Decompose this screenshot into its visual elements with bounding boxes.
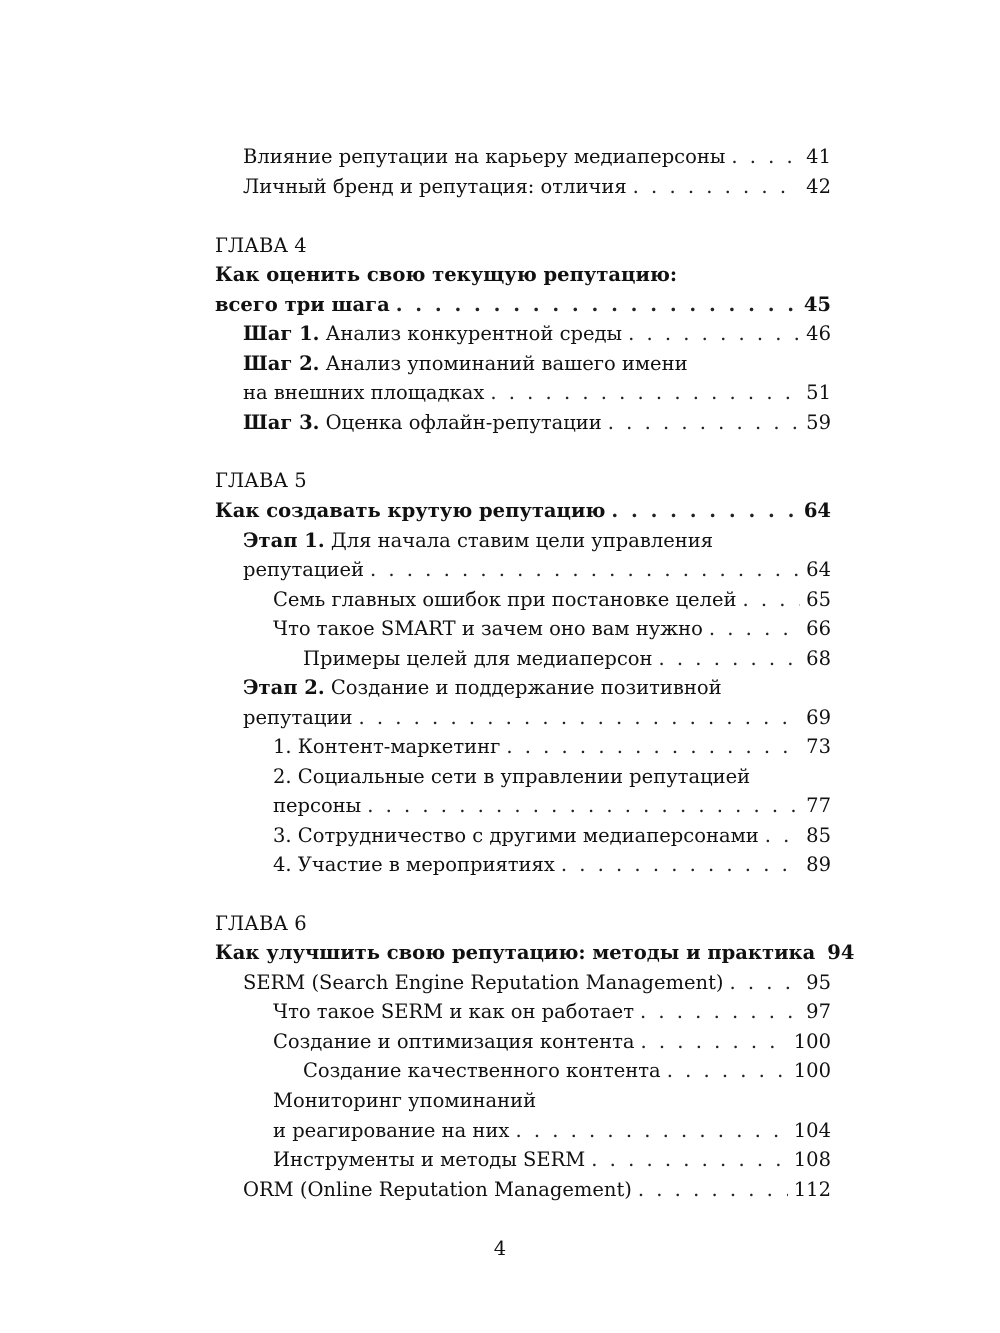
toc-entry-title	[273, 1145, 585, 1174]
leader-dots	[743, 585, 801, 614]
toc-entry	[243, 142, 831, 171]
toc-entry-text: 3. Сотрудничество с другими медиаперсонами	[273, 824, 759, 847]
toc-entry-title	[243, 408, 602, 437]
toc-entry-text: 4. Участие в мероприятиях	[273, 853, 555, 876]
toc-entry	[273, 1145, 831, 1174]
toc-entry-title	[215, 263, 677, 286]
leader-dots	[641, 1027, 788, 1056]
toc-entry	[273, 614, 831, 643]
toc-entry	[303, 1056, 831, 1085]
toc-entry-text: Анализ упоминаний вашего имени	[319, 352, 688, 375]
toc-entry-title	[273, 821, 759, 850]
toc-entry-text: Анализ конкурентной среды	[319, 322, 623, 345]
toc-entry-text: Как создавать крутую репутацию	[215, 499, 606, 522]
toc-entry	[243, 408, 831, 437]
leader-dots	[611, 496, 797, 525]
toc-entry-title	[273, 585, 737, 614]
leader-dots	[709, 614, 800, 643]
leader-dots	[515, 1116, 787, 1145]
toc-page-number: 100	[793, 1030, 831, 1053]
toc-page-number: 46	[806, 322, 831, 345]
toc-entry-text: 1. Контент-маркетинг	[273, 735, 501, 758]
toc-entry-title	[273, 614, 703, 643]
leader-dots	[659, 644, 801, 673]
leader-dots	[640, 997, 800, 1026]
toc-page-number: 73	[806, 735, 831, 758]
toc-entry-lead: Этап 1.	[243, 529, 325, 552]
toc-page-number: 66	[806, 617, 831, 640]
toc-line	[243, 349, 831, 378]
toc-entry-text: 2. Социальные сети в управлении репутацией	[273, 765, 751, 788]
toc-entry-title	[243, 142, 725, 171]
toc-entry-title	[243, 968, 724, 997]
leader-dots	[591, 1145, 787, 1174]
toc-line	[273, 1086, 831, 1115]
toc-entry	[243, 172, 831, 201]
toc-entry-text: всего три шага	[215, 293, 390, 316]
toc-entry	[215, 496, 831, 525]
toc-entry-lead: Этап 2.	[243, 676, 325, 699]
toc-entry	[243, 703, 831, 732]
toc-entry-text: на внешних площадках	[243, 381, 485, 404]
toc-entry-text: Как оценить свою текущую репутацию:	[215, 263, 678, 286]
leader-dots	[633, 172, 801, 201]
toc-entry	[243, 968, 831, 997]
toc-entry-text: Оценка офлайн-репутации	[319, 411, 602, 434]
toc-entry-text: Влияние репутации на карьеру медиаперсоны	[243, 145, 726, 168]
toc-entry-title	[273, 1027, 635, 1056]
toc-entry-title	[243, 676, 722, 699]
toc-line	[215, 260, 831, 289]
toc-page-number: 64	[803, 499, 831, 522]
toc-page-number: 59	[806, 411, 831, 434]
toc-entry-title	[273, 765, 750, 788]
toc-page-number: 51	[806, 381, 831, 404]
toc-entry-text: SERM (Search Engine Reputation Management)	[243, 971, 724, 994]
leader-dots	[367, 791, 800, 820]
toc-entry-text: Для начала ставим цели управления	[324, 529, 714, 552]
toc-entry	[273, 791, 831, 820]
toc-entry-text: Как улучшить свою репутацию: методы и практика	[215, 941, 816, 964]
leader-dots	[358, 703, 800, 732]
toc-entry-title	[215, 496, 605, 525]
toc-entry-title	[273, 732, 500, 761]
toc-entry-text: Создание и оптимизация контента	[273, 1030, 635, 1053]
toc-page-number: 104	[793, 1119, 831, 1142]
leader-dots	[370, 555, 800, 584]
toc-entry-title	[243, 555, 364, 584]
toc-line	[243, 526, 831, 555]
toc-line	[273, 762, 831, 791]
toc-entry-title	[243, 352, 688, 375]
chapter-heading	[215, 466, 831, 495]
toc-entry-text: и реагирование на них	[273, 1119, 510, 1142]
toc-page-number: 64	[806, 558, 831, 581]
toc-entry	[273, 850, 831, 879]
toc-page-number: 108	[793, 1148, 831, 1171]
toc-entry-text: Инструменты и методы SERM	[273, 1148, 586, 1171]
toc-page-number: 77	[806, 794, 831, 817]
page-number: 4	[493, 1237, 507, 1260]
toc-page-number: 69	[806, 706, 831, 729]
toc-entry-title	[243, 319, 622, 348]
toc-entry-text: репутации	[243, 706, 353, 729]
toc-page-number: 94	[827, 941, 855, 964]
toc-entry-title	[215, 938, 815, 967]
toc-page-number: 41	[806, 145, 831, 168]
toc-entry-title	[243, 529, 713, 552]
toc-entry	[273, 1116, 831, 1145]
toc-entry	[303, 644, 831, 673]
toc-entry-title	[215, 290, 390, 319]
leader-dots	[396, 290, 798, 319]
toc-entry-lead: Шаг 2.	[243, 352, 320, 375]
toc-page-number: 112	[793, 1178, 831, 1201]
toc-entry	[273, 821, 831, 850]
toc-entry-title	[273, 1116, 509, 1145]
chapter-label: ГЛАВА 5	[215, 469, 307, 492]
toc-page-number: 89	[806, 853, 831, 876]
toc-entry	[273, 997, 831, 1026]
toc-entry-title	[273, 791, 361, 820]
toc-entry-text: Создание и поддержание позитивной	[324, 676, 722, 699]
leader-dots	[628, 319, 800, 348]
leader-dots	[561, 850, 800, 879]
toc-entry	[243, 1175, 831, 1204]
toc-entry-text: Что такое SERM и как он работает	[273, 1000, 634, 1023]
toc-entry-title	[243, 378, 484, 407]
toc-entry-lead: Шаг 3.	[243, 411, 320, 434]
toc-entry-text: Что такое SMART и зачем оно вам нужно	[273, 617, 703, 640]
leader-dots	[731, 142, 800, 171]
toc-entry-text: Мониторинг упоминаний	[273, 1089, 537, 1112]
toc-entry	[273, 585, 831, 614]
leader-dots	[765, 821, 800, 850]
toc-entry-title	[243, 172, 627, 201]
toc-page-number: 97	[806, 1000, 831, 1023]
toc-page-number: 45	[803, 293, 831, 316]
leader-dots	[730, 968, 801, 997]
toc-entry-title	[273, 1089, 536, 1112]
leader-dots	[608, 408, 800, 437]
chapter-label: ГЛАВА 6	[215, 912, 307, 935]
toc-page-number: 68	[806, 647, 831, 670]
toc-entry-title	[273, 850, 555, 879]
chapter-heading	[215, 909, 831, 938]
toc-entry-text: персоны	[273, 794, 362, 817]
toc-page-number: 42	[806, 175, 831, 198]
toc-entry-text: репутацией	[243, 558, 364, 581]
toc-entry-text: Личный бренд и репутация: отличия	[243, 175, 627, 198]
toc-entry-lead: Шаг 1.	[243, 322, 320, 345]
toc-entry-text: Создание качественного контента	[303, 1059, 661, 1082]
toc-entry-title	[273, 997, 634, 1026]
chapter-label: ГЛАВА 4	[215, 234, 307, 257]
toc-entry	[243, 378, 831, 407]
chapter-heading	[215, 231, 831, 260]
toc-entry	[243, 319, 831, 348]
toc-entry	[273, 1027, 831, 1056]
toc-page-number: 85	[806, 824, 831, 847]
toc-entry-title	[243, 703, 352, 732]
toc-entry	[215, 938, 855, 967]
toc-entry	[215, 290, 831, 319]
leader-dots	[506, 732, 800, 761]
toc-entry	[243, 555, 831, 584]
leader-dots	[490, 378, 800, 407]
toc-entry-title	[303, 1056, 661, 1085]
toc-entry-title	[243, 1175, 632, 1204]
toc-entry-text: Примеры целей для медиаперсон	[303, 647, 653, 670]
leader-dots	[667, 1056, 788, 1085]
toc-page-number: 65	[806, 588, 831, 611]
toc-entry-text: ORM (Online Reputation Management)	[243, 1178, 632, 1201]
toc-entry-text: Семь главных ошибок при постановке целей	[273, 588, 737, 611]
toc-entry-title	[303, 644, 653, 673]
toc-page-number: 95	[806, 971, 831, 994]
toc-entry	[273, 732, 831, 761]
leader-dots	[638, 1175, 788, 1204]
toc-page-number: 100	[793, 1059, 831, 1082]
toc-line	[243, 673, 831, 702]
